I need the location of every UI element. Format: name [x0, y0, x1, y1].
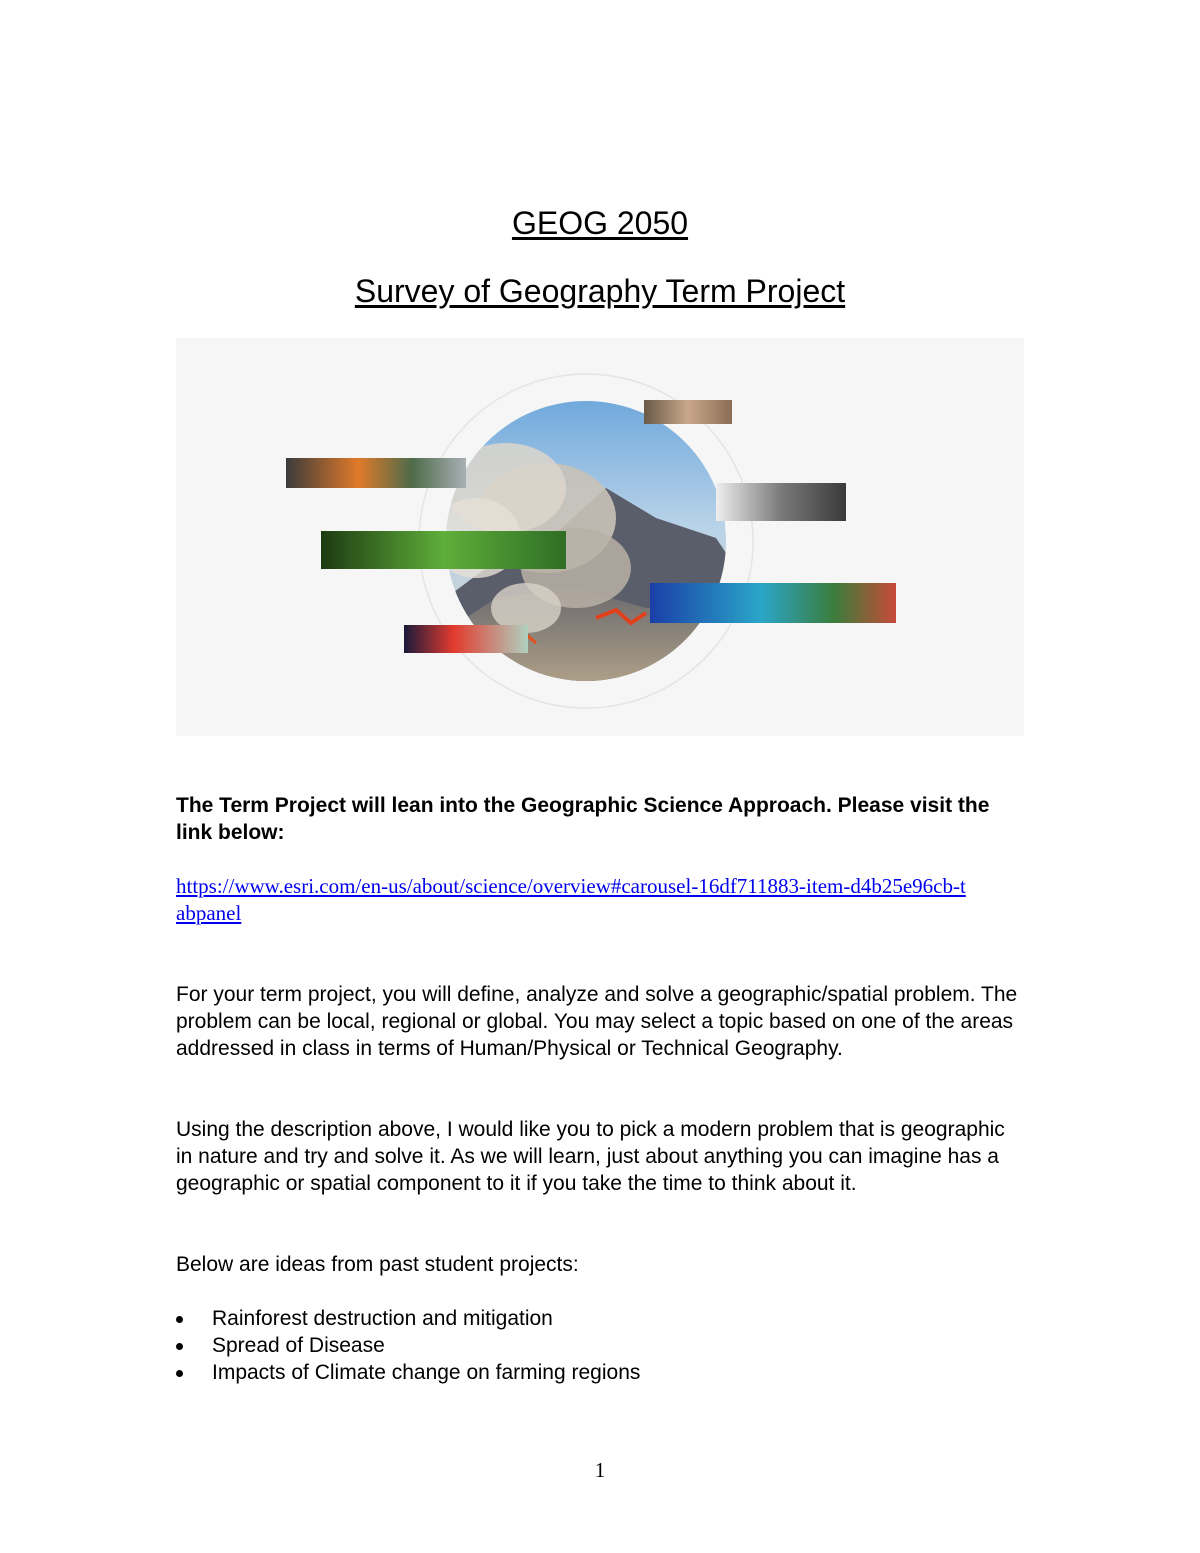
- satellite-strip-terrain: [644, 400, 732, 424]
- intro-text: The Term Project will lean into the Geographic Science Approach. Please visit the link below:: [176, 794, 990, 844]
- list-item-text: Spread of Disease: [212, 1334, 385, 1357]
- list-item: [176, 1359, 640, 1386]
- satellite-strip-fire: [286, 458, 466, 488]
- list-item: [176, 1305, 640, 1332]
- bullet-icon: [176, 1343, 183, 1350]
- satellite-strip-vegetation: [321, 531, 566, 569]
- list-item-text: Rainforest destruction and mitigation: [212, 1307, 553, 1330]
- ideas-list: [176, 1305, 640, 1386]
- bullet-icon: [176, 1370, 183, 1377]
- document-subtitle: Survey of Geography Term Project: [354, 273, 846, 309]
- satellite-strip-coast: [650, 583, 896, 623]
- page-number: 1: [594, 1458, 606, 1482]
- bullet-icon: [176, 1316, 183, 1323]
- paragraph-ideas-intro: Below are ideas from past student projects:: [176, 1253, 579, 1276]
- list-item-text: Impacts of Climate change on farming regions: [212, 1361, 641, 1384]
- hero-image-wildfire-collage: [176, 338, 1024, 736]
- list-item: [176, 1332, 640, 1359]
- satellite-strip-burn: [404, 625, 528, 653]
- paragraph-project-definition: For your term project, you will define, analyze and solve a geographic/spatial problem. The problem can be local, regional or global. You may select a topic based on one of the areas addressed in class in terms of Human/Physical or Technical Geography.: [176, 983, 1018, 1060]
- document-title: GEOG 2050: [511, 205, 689, 241]
- satellite-strip-smoke: [716, 483, 846, 521]
- paragraph-problem-selection: Using the description above, I would like you to pick a modern problem that is geographic in nature and try and solve it. As we will learn, just about anything you can imagine has a geographic or spatial component to it if you take the time to think about it.: [176, 1118, 1005, 1195]
- esri-science-link[interactable]: https://www.esri.com/en-us/about/science/overview#carousel-16df711883-item-d4b25e96cb-tabpanel: [176, 874, 966, 925]
